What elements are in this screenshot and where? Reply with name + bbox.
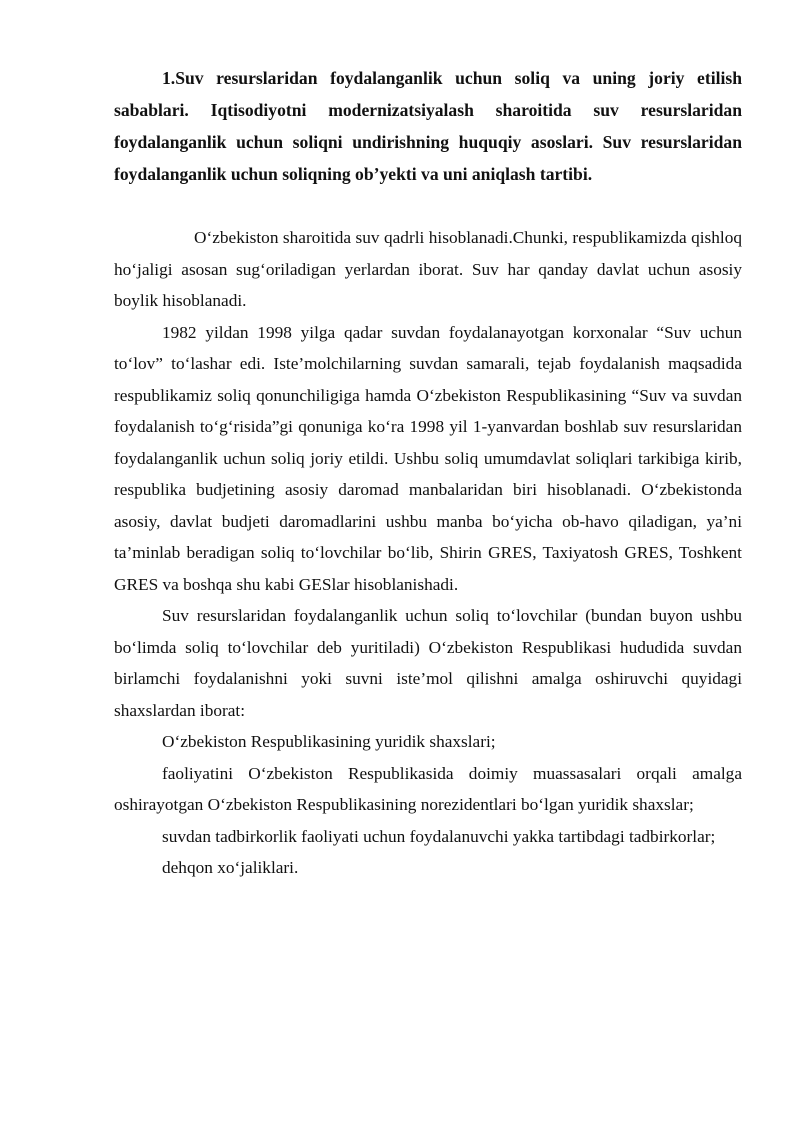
section-heading: 1.Suv resurslaridan foydalanganlik uchun soliq va uning joriy etilish sabablari. Iqtisodiyotni modernizatsiyalash sharoitida suv resurslaridan foydalanganlik uchun soliqni undirishning huquqiy asoslari. Suv resurslaridan foydalanganlik uchun soliqning ob’yekti va uni aniqlash tartibi. [114, 68, 742, 184]
paragraph-taxpayers: Suv resurslaridan foydalanganlik uchun soliq to‘lovchilar (bundan buyon ushbu bo‘limda soliq to‘lovchilar deb yuritiladi) O‘zbekiston Respublikasi hududida suvdan birlamchi foydalanishni yoki suvni iste’mol qilishni amalga oshiruvchi quyidagi shaxslardan iborat: [114, 606, 742, 720]
list-item-legal-entities: O‘zbekiston Respublikasining yuridik shaxslari; [162, 732, 496, 751]
list-item-entrepreneurs: suvdan tadbirkorlik faoliyati uchun foydalanuvchi yakka tartibdagi tadbirkorlar; [162, 826, 716, 846]
spacer [114, 190, 742, 222]
document-page [114, 62, 742, 884]
paragraph-history: 1982 yildan 1998 yilga qadar suvdan foydalanayotgan korxonalar “Suv uchun to‘lov” to‘lashar edi. Iste’molchilarning suvdan samarali, tejab foydalanish maqsadida respublikamiz soliq qonunchiligiga hamda O‘zbekiston Respublikasining “Suv va suvdan foydalanish to‘g‘risida”gi qonuniga ko‘ra 1998 yil 1-yanvardan boshlab suv resurslaridan foydalanganlik uchun soliq joriy etildi. Ushbu soliq umumdavlat soliqlari tarkibiga kirib, respublika budjetining asosiy daromad manbalaridan biri hisoblanadi. O‘zbekistonda asosiy, davlat budjeti daromadlarini ushbu manba bo‘yicha ob-havo qiladigan, ya’ni ta’minlab beradigan soliq to‘lovchilar bo‘lib, Shirin GRES, Taxiyatosh GRES, Toshkent GRES va boshqa shu kabi GESlar hisoblanishadi. [114, 322, 742, 594]
list-item-farms: dehqon xo‘jaliklari. [162, 858, 299, 877]
paragraph-intro: O‘zbekiston sharoitida suv qadrli hisoblanadi.Chunki, respublikamizda qishloq ho‘jaligi asosan sug‘oriladigan yerlardan iborat. Suv har qanday davlat uchun asosiy boylik hisoblanadi. [114, 228, 742, 310]
list-item-nonresidents: faoliyatini O‘zbekiston Respublikasida doimiy muassasalari orqali amalga oshirayotgan O‘zbekiston Respublikasining norezidentlari bo‘lgan yuridik shaxslar; [114, 763, 742, 814]
